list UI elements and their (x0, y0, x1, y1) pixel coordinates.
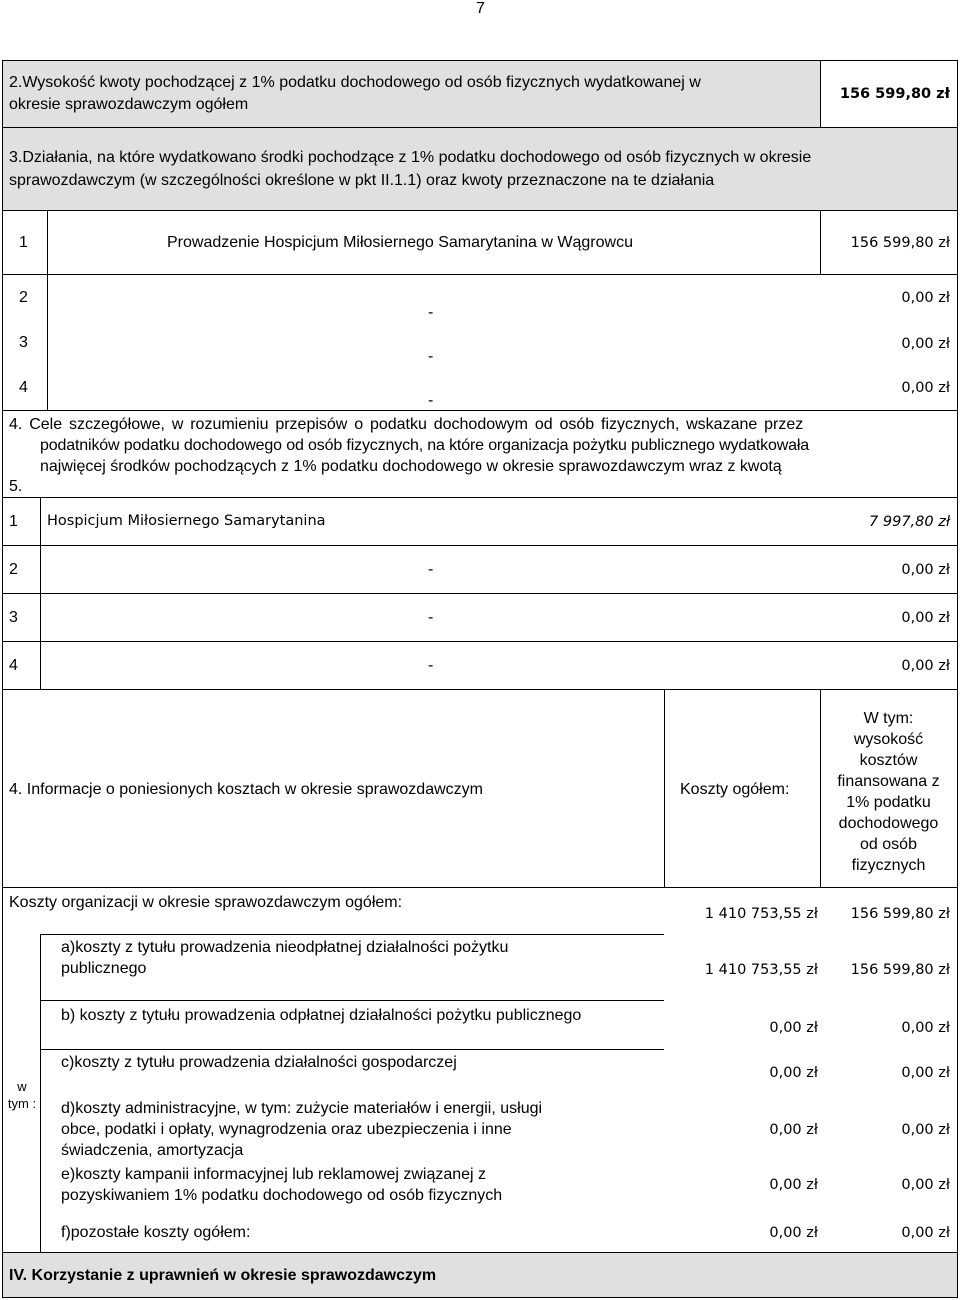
cost-d-total: 0,00 zł (769, 1122, 818, 1138)
cost-d-line1: d)koszty administracyjne, w tym: zużycie materiałów i energii, usługi (61, 1100, 543, 1117)
cost-d-line2: obce, podatki i opłaty, wynagrodzenia oraz ubezpieczenia i inne (61, 1121, 512, 1138)
section2-text-line1: 2.Wysokość kwoty pochodzącej z 1% podatku dochodowego od osób fizycznych wydatkowanej w (9, 74, 701, 91)
s5-row2-num: 2 (9, 561, 18, 578)
s3-row3-name: - (428, 348, 434, 365)
s3-row2-num: 2 (19, 289, 28, 306)
section2-text-line2: okresie sprawozdawczym ogółem (9, 96, 249, 113)
s3-row2-amount: 0,00 zł (901, 290, 950, 306)
col-sub-line: dochodowego (838, 815, 939, 832)
cost-a-total: 1 410 753,55 zł (704, 962, 818, 978)
s5-row4-num: 4 (9, 657, 18, 674)
s5-row2-name: - (428, 561, 434, 578)
page-number: 7 (476, 0, 485, 17)
cost-c-total: 0,00 zł (769, 1065, 818, 1081)
costs-heading-text: 4. Informacje o poniesionych kosztach w okresie sprawozdawczym (9, 781, 483, 798)
section-iv-heading: IV. Korzystanie z uprawnień w okresie sprawozdawczym (9, 1267, 437, 1284)
cost-b-sub: 0,00 zł (901, 1020, 950, 1036)
wtym-line: w (17, 1079, 27, 1094)
section5-text-line2: podatników podatku dochodowego od osób fizycznych, na które organizacja pożytku publicznego wydatkowała (40, 437, 810, 454)
cost-a-line1: a)koszty z tytułu prowadzenia nieodpłatnej działalności pożytku (61, 939, 509, 956)
s5-row3-name: - (428, 609, 434, 626)
s5-row4-amount: 0,00 zł (901, 658, 950, 674)
section2-amount: 156 599,80 zł (839, 86, 950, 102)
section5-label: 5. (9, 478, 23, 495)
s5-row4-name: - (428, 657, 434, 674)
s3-row4-name: - (428, 392, 434, 409)
cost-d-sub: 0,00 zł (901, 1122, 950, 1138)
col-sub-line: kosztów (859, 752, 918, 769)
costs-total-label: Koszty organizacji w okresie sprawozdawczym ogółem: (9, 894, 403, 911)
costs-heading (9, 779, 483, 800)
cost-b-line1: b) koszty z tytułu prowadzenia odpłatnej działalności pożytku publicznego (61, 1007, 582, 1024)
col-sub-line: od osób (860, 836, 917, 853)
section3-text-line2: sprawozdawczym (w szczególności określone w pkt II.1.1) oraz kwoty przeznaczone na te działania (9, 172, 715, 189)
col-sub-line: finansowana z (837, 773, 940, 790)
costs-col-sub (820, 708, 957, 876)
cost-e-line2: pozyskiwaniem 1% podatku dochodowego od osób fizycznych (61, 1187, 503, 1204)
cost-b-total: 0,00 zł (769, 1020, 818, 1036)
wtym-line: tym : (7, 1096, 37, 1111)
s5-row3-amount: 0,00 zł (901, 610, 950, 626)
section5-text-line3: najwięcej środków pochodzących z 1% podatku dochodowego w okresie sprawozdawczym wraz z kwotą (40, 458, 782, 475)
cost-f-total: 0,00 zł (769, 1225, 818, 1241)
costs-col-total: Koszty ogółem: (680, 781, 790, 798)
s3-row1-amount: 156 599,80 zł (850, 235, 950, 251)
cost-e-sub: 0,00 zł (901, 1177, 950, 1193)
cost-e-line1: e)koszty kampanii informacyjnej lub reklamowej związanej z (61, 1166, 487, 1183)
s3-row3-num: 3 (19, 334, 28, 351)
s5-row3-num: 3 (9, 609, 18, 626)
cost-d-line3: świadczenia, amortyzacja (61, 1142, 244, 1159)
wtym-label (4, 1078, 40, 1112)
s3-row1-name: Prowadzenie Hospicjum Miłosiernego Samarytanina w Wągrowcu (167, 234, 633, 251)
section5-text-line1: 4. Cele szczegółowe, w rozumieniu przepisów o podatku dochodowym od osób fizycznych, wskazane przez (9, 416, 804, 433)
s3-row4-num: 4 (19, 379, 28, 396)
cost-a-sub: 156 599,80 zł (850, 962, 950, 978)
costs-total-sub: 156 599,80 zł (850, 906, 950, 922)
col-sub-line: 1% podatku (846, 794, 931, 811)
cost-c-sub: 0,00 zł (901, 1065, 950, 1081)
cost-a-line2: publicznego (61, 960, 147, 977)
s5-row1-amount: 7 997,80 zł (869, 514, 950, 530)
s3-row1-num: 1 (19, 234, 28, 251)
s5-row2-amount: 0,00 zł (901, 562, 950, 578)
col-sub-line: W tym: (863, 710, 914, 727)
costs-total-amount: 1 410 753,55 zł (704, 906, 818, 922)
col-sub-line: fizycznych (851, 857, 926, 874)
s3-row3-amount: 0,00 zł (901, 336, 950, 352)
cost-c-line1: c)koszty z tytułu prowadzenia działalności gospodarczej (61, 1054, 457, 1071)
s3-row4-amount: 0,00 zł (901, 380, 950, 396)
s5-row1-name: Hospicjum Miłosiernego Samarytanina (47, 513, 326, 529)
section3-text-line1: 3.Działania, na które wydatkowano środki pochodzące z 1% podatku dochodowego od osób fizycznych w okresie (9, 149, 812, 166)
s5-row1-num: 1 (9, 513, 18, 530)
cost-f-sub: 0,00 zł (901, 1225, 950, 1241)
s3-row2-name: - (428, 304, 434, 321)
cost-e-total: 0,00 zł (769, 1177, 818, 1193)
col-sub-line: wysokość (853, 731, 924, 748)
cost-f-line1: f)pozostałe koszty ogółem: (61, 1224, 251, 1241)
